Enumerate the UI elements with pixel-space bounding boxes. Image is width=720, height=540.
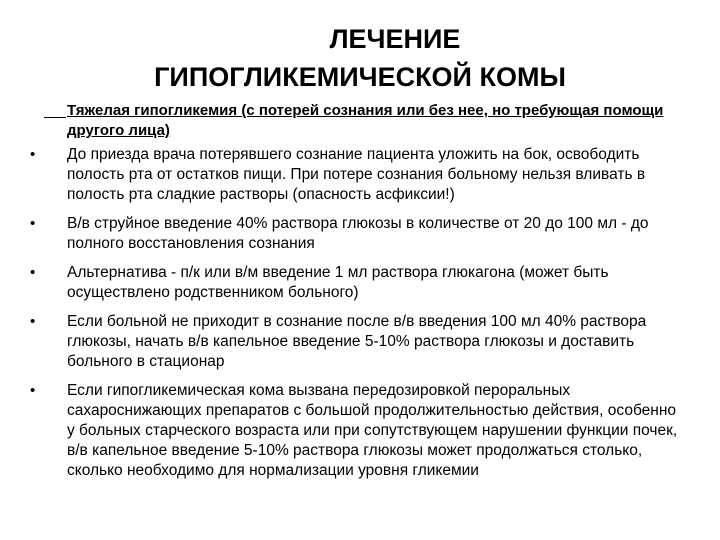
title-line-2: ГИПОГЛИКЕМИЧЕСКОЙ КОМЫ [154, 62, 566, 92]
bullet-text: Альтернатива - п/к или в/м введение 1 мл раствора глюкагона (может быть осуществлено родственником больного) [67, 264, 609, 301]
bullet-item-5 [30, 381, 680, 481]
bullet-list [30, 145, 680, 490]
bullet-item-4 [30, 312, 680, 372]
bullet-item-3 [30, 263, 680, 303]
bullet-marker: • [30, 215, 36, 232]
subtitle-text: Тяжелая гипогликемия (с потерей сознания или без нее, но требующая помощи другого лица) [67, 102, 664, 139]
bullet-item-1 [30, 145, 680, 205]
title-line-1: ЛЕЧЕНИЕ [329, 24, 461, 54]
bullet-marker: • [30, 313, 36, 330]
bullet-text: Если больной не приходит в сознание после в/в введения 100 мл 40% раствора глюкозы, начать в/в капельное введение 5-10% раствора глюкозы и доставить больного в стационар [67, 313, 647, 370]
bullet-text: В/в струйное введение 40% раствора глюкозы в количестве от 20 до 100 мл - до полного восстановления сознания [67, 215, 649, 252]
subtitle-underline-rule [44, 117, 66, 118]
bullet-text: Если гипогликемическая кома вызвана передозировкой пероральных сахароснижающих препаратов с большой продолжительностью действия, особенно у больных старческого возраста или при сопутствующем нарушении функции почек, в/в капельное введение 5-10% раствора глюкозы может продолжаться столько, сколько необходимо для нормализации уровня гликемии [67, 382, 678, 479]
bullet-marker: • [30, 146, 36, 163]
bullet-marker: • [30, 382, 36, 399]
subtitle [67, 101, 667, 141]
bullet-item-2 [30, 214, 680, 254]
bullet-text: До приезда врача потерявшего сознание пациента уложить на бок, освободить полость рта от остатков пищи. При потере сознания больному нельзя вливать в полость рта сладкие растворы (опасность асфиксии!) [67, 146, 646, 203]
slide-title [0, 20, 720, 96]
bullet-marker: • [30, 264, 36, 281]
